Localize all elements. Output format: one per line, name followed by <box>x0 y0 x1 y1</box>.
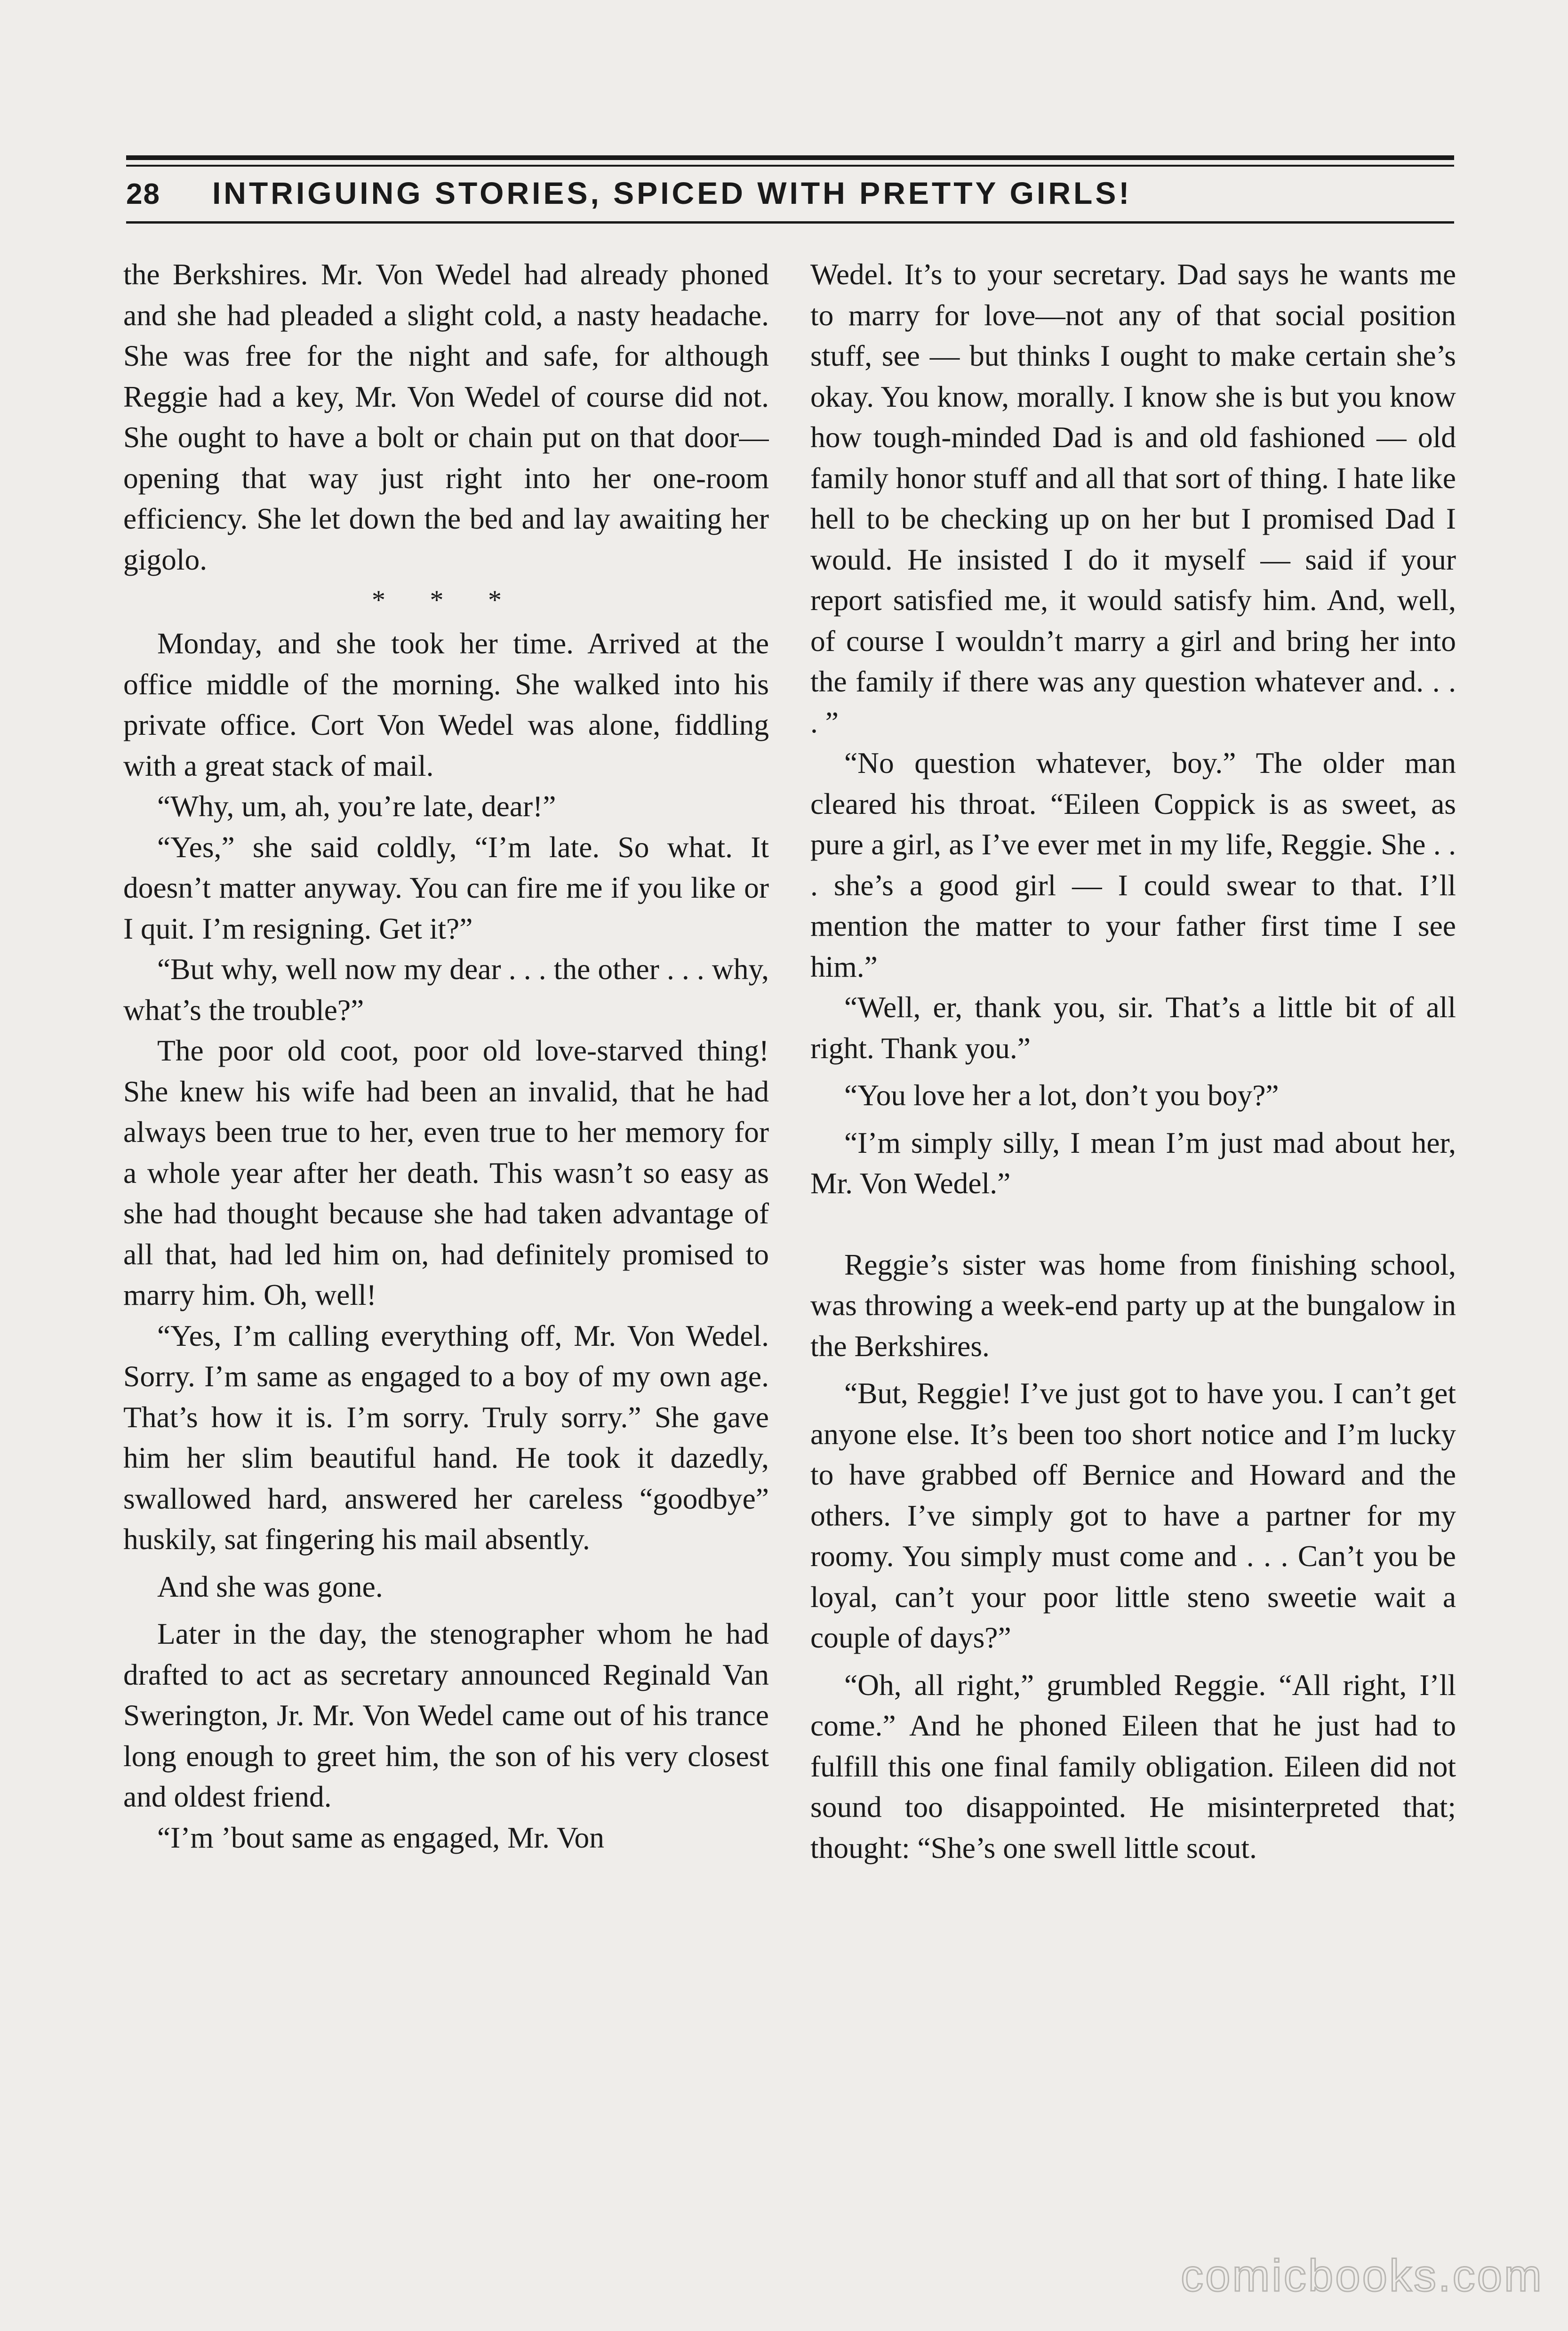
header-rule-thick <box>126 155 1454 160</box>
paragraph: Later in the day, the stenographer whom he had drafted to act as secretary announced Reginald Van Swerington, Jr. Mr. Von Wedel came out of his trance long enough to greet him, the son of his very closest and oldest friend. <box>123 1617 769 1813</box>
left-column <box>123 254 769 2194</box>
paragraph: “You love her a lot, don’t you boy?” <box>844 1078 1279 1112</box>
paragraph: “I’m ’bout same as engaged, Mr. Von <box>157 1820 604 1854</box>
paragraph: The poor old coot, poor old love-starved thing! She knew his wife had been an invalid, that he had always been true to her, even true to her memory for a whole year after her death. This wasn’t so easy as she had thought because she had taken advantage of all that, had led him on, had definitely promised to marry him. Oh, well! <box>123 1034 769 1311</box>
header-rule-thin <box>126 165 1454 167</box>
page-number: 28 <box>126 178 160 210</box>
site-watermark: comicbooks.com <box>1181 2251 1544 2301</box>
paragraph: Wedel. It’s to your secretary. Dad says he wants me to marry for love—not any of that social position stuff, see — but thinks I ought to make certain she’s okay. You know, morally. I know she is but you know how tough-minded Dad is and old fashioned — old family honor stuff and all that sort of thing. I hate like hell to be checking up on her but I promised Dad I would. He insisted I do it myself — said if your report satisfied me, it would satisfy him. And, well, of course I wouldn’t marry a girl and bring her into the family if there was any question whatever and. . . . ” <box>810 257 1456 739</box>
paragraph: “Why, um, ah, you’re late, dear!” <box>157 789 556 823</box>
section-break: * * * <box>372 585 520 615</box>
paragraph: “But why, well now my dear . . . the other . . . why, what’s the trouble?” <box>123 952 769 1027</box>
paragraph: the Berkshires. Mr. Von Wedel had already phoned and she had pleaded a slight cold, a nasty headache. She was free for the night and safe, for although Reggie had a key, Mr. Von Wedel of course did not. She ought to have a bolt or chain put on that door—opening that way just right into her one-room efficiency. She let down the bed and lay awaiting her gigolo. <box>123 257 769 576</box>
running-title: INTRIGUING STORIES, SPICED WITH PRETTY GIRLS! <box>212 176 1132 210</box>
paragraph: “No question whatever, boy.” The older man cleared his throat. “Eileen Coppick is as sweet, as pure a girl, as I’ve ever met in my life, Reggie. She . . . she’s a good girl — I could swear to that. I’ll mention the matter to your father first time I see him.” <box>810 746 1456 983</box>
paragraph: “Oh, all right,” grumbled Reggie. “All right, I’ll come.” And he phoned Eileen that he just had to fulfill this one final family obligation. Eileen did not sound too disappointed. He misinterpreted that; thought: “She’s one swell little scout. <box>810 1668 1456 1865</box>
paragraph: Monday, and she took her time. Arrived at the office middle of the morning. She walked into his private office. Cort Von Wedel was alone, fiddling with a great stack of mail. <box>123 627 769 782</box>
paragraph: “But, Reggie! I’ve just got to have you. I can’t get anyone else. It’s been too short notice and I’m lucky to have grabbed off Bernice and Howard and the others. I’ve simply got to have a partner for my roomy. You simply must come and . . . Can’t you be loyal, can’t your poor little steno sweetie wait a couple of days?” <box>810 1376 1456 1654</box>
paragraph: “Yes,” she said coldly, “I’m late. So what. It doesn’t matter anyway. You can fire me if you like or I quit. I’m resigning. Get it?” <box>123 830 769 945</box>
paragraph: “I’m simply silly, I mean I’m just mad about her, Mr. Von Wedel.” <box>810 1125 1456 1200</box>
paragraph: “Well, er, thank you, sir. That’s a little bit of all right. Thank you.” <box>810 990 1456 1065</box>
running-header <box>126 175 1454 217</box>
right-column <box>810 254 1456 2194</box>
header-underline <box>126 221 1454 224</box>
paragraph: And she was gone. <box>157 1569 383 1603</box>
paragraph: “Yes, I’m calling everything off, Mr. Von Wedel. Sorry. I’m same as engaged to a boy of my own age. That’s how it is. I’m sorry. Truly sorry.” She gave him her slim beautiful hand. He took it dazedly, swallowed hard, answered her careless “goodbye” huskily, sat fingering his mail absently. <box>123 1318 769 1556</box>
paragraph: Reggie’s sister was home from finishing school, was throwing a week-end party up at the bungalow in the Berkshires. <box>810 1247 1456 1363</box>
